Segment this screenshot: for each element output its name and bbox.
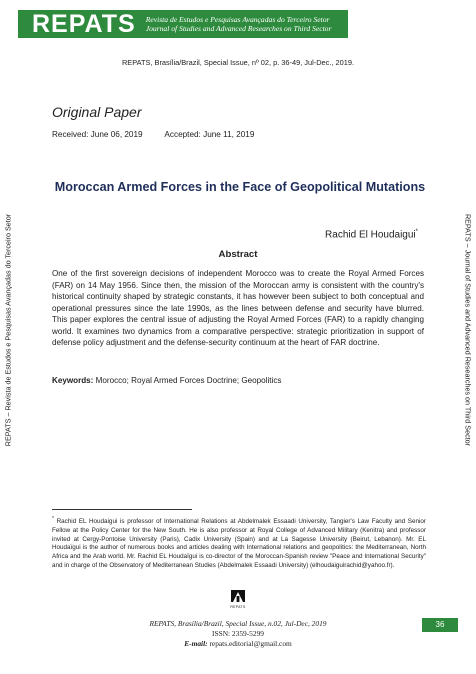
footer-citation: REPATS, Brasília/Brazil, Special Issue, n.02, Jul-Dec, 2019 <box>149 619 327 628</box>
footer-issn: ISSN: 2359-5299 <box>212 629 264 638</box>
author-line <box>325 229 418 240</box>
footer-logo-label: REPATS <box>230 605 246 609</box>
article-dates <box>52 130 274 139</box>
side-text-left <box>3 170 13 490</box>
abstract-heading: Abstract <box>218 249 258 260</box>
journal-subtitle-pt: Revista de Estudos e Pesquisas Avançadas do Terceiro Setor <box>145 15 330 24</box>
author-name: Rachid El Houdaigui <box>325 229 416 241</box>
side-text-right <box>463 170 473 490</box>
footnote-divider <box>52 509 192 510</box>
footer-email-line <box>0 639 476 648</box>
side-text-left-label: REPATS – Revista de Estudos e Pesquisas Avançadas do Terceiro Setor <box>3 213 13 447</box>
footer-email-label: E-mail: <box>184 639 208 648</box>
author-footnote <box>52 515 426 570</box>
keywords-label: Keywords: <box>52 376 94 385</box>
keywords-value: Morocco; Royal Armed Forces Doctrine; Geopolitics <box>95 376 282 385</box>
journal-subtitle <box>146 15 332 33</box>
journal-subtitle-en: Journal of Studies and Advanced Researches on Third Sector <box>145 24 332 33</box>
abstract-text: One of the first sovereign decisions of independent Morocco was to create the Royal Armed Forces (FAR) on 14 May 1956. Since then, the mission of the Moroccan army is consistent with the country's historical continuity shaped by strategic constants, it has however been subject to both conceptual and operational pressures since the late 1990s, as the lines between defense and security have blurred. This paper explores the central issue of adjusting the Royal Armed Forces (FAR) to a rapidly changing world. It examines two dynamics from a comparative perspective: strategic prioritization in support of defense policy adjustment and the defense-security continuum at the heart of FAR doctrine. <box>52 269 424 347</box>
journal-header-bar <box>18 10 348 38</box>
received-date: Received: June 06, 2019 <box>52 130 143 139</box>
article-type: Original Paper <box>52 104 142 120</box>
page-number-badge: 36 <box>422 618 458 632</box>
accepted-date: Accepted: June 11, 2019 <box>164 130 255 139</box>
issue-citation: REPATS, Brasília/Brazil, Special Issue, nº 02, p. 36-49, Jul-Dec., 2019. <box>121 58 355 67</box>
author-footnote-mark: * <box>415 229 418 235</box>
footnote-text: Rachid EL Houdaigui is professor of International Relations at Abdelmalek Essaadi University, Tangier's Law Faculty and Senior Fellow at the Policy Center for the New South. He is also professor at Royal College of Advanced Military (Kenitra) and professor invited at Cergy-Pontoise University (Paris), Cadix University (Spain) and at La Sagesse University (Beirut, Lebanon). Mr. EL Houdaïgui is the author of numerous books and articles dealing with International relations and geopolitics: the Mediterranean, North Africa and the Arab world. Mr. Rachid EL Houdaïgui is co-director of the Moroccan-Spanish review "Peace and International Security" and in charge of the Observatory of Mediterranean Studies (Abdelmalek Essaadi University) (elhoudaiguirachid@yahoo.fr). <box>52 518 426 569</box>
repats-logo-icon <box>229 587 247 605</box>
article-title: Moroccan Armed Forces in the Face of Geopolitical Mutations <box>54 180 426 194</box>
footer-email: repats.editorial@gmail.com <box>209 639 292 648</box>
footnote-mark: * <box>52 516 54 522</box>
side-text-right-label: REPATS – Journal of Studies and Advanced Researches on Third Sector <box>463 213 473 447</box>
journal-logo: REPATS <box>32 10 136 38</box>
keywords-line <box>52 376 281 385</box>
